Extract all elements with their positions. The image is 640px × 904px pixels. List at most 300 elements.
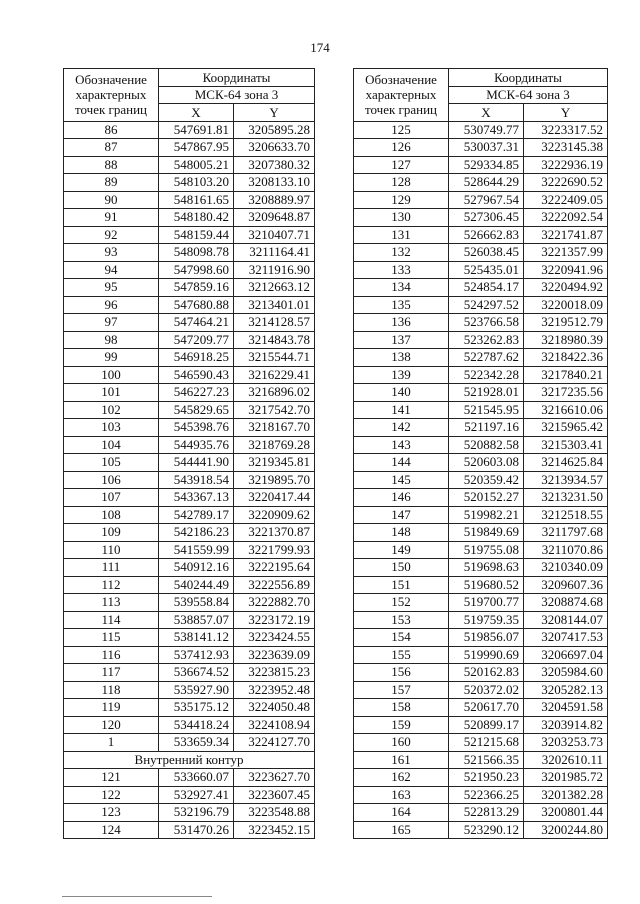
x-coordinate: 542789.17 <box>159 506 234 524</box>
point-number: 151 <box>354 576 449 594</box>
x-coordinate: 539558.84 <box>159 594 234 612</box>
table-row <box>64 646 315 664</box>
table-row <box>64 139 315 157</box>
x-coordinate: 541559.99 <box>159 541 234 559</box>
point-number: 156 <box>354 664 449 682</box>
table-row <box>64 716 315 734</box>
point-number: 150 <box>354 559 449 577</box>
table-row <box>64 419 315 437</box>
x-coordinate: 531470.26 <box>159 821 234 839</box>
y-coordinate: 3212663.12 <box>234 279 315 297</box>
x-coordinate: 520617.70 <box>449 699 524 717</box>
y-coordinate: 3200801.44 <box>524 804 608 822</box>
y-coordinate: 3202610.11 <box>524 751 608 769</box>
point-number: 124 <box>64 821 159 839</box>
table-row <box>64 401 315 419</box>
y-coordinate: 3223317.52 <box>524 121 608 139</box>
y-coordinate: 3223639.09 <box>234 646 315 664</box>
table-row <box>354 576 608 594</box>
table-row <box>64 541 315 559</box>
point-number: 100 <box>64 366 159 384</box>
y-coordinate: 3222195.64 <box>234 559 315 577</box>
point-number: 137 <box>354 331 449 349</box>
table-row <box>354 436 608 454</box>
y-coordinate: 3223627.70 <box>234 769 315 787</box>
y-coordinate: 3223607.45 <box>234 786 315 804</box>
point-number: 126 <box>354 139 449 157</box>
point-number: 107 <box>64 489 159 507</box>
x-coordinate: 520359.42 <box>449 471 524 489</box>
y-coordinate: 3209648.87 <box>234 209 315 227</box>
y-coordinate: 3209607.36 <box>524 576 608 594</box>
x-coordinate: 533659.34 <box>159 734 234 752</box>
point-number: 136 <box>354 314 449 332</box>
point-number: 116 <box>64 646 159 664</box>
x-coordinate: 520603.08 <box>449 454 524 472</box>
designation-header: Обозначение характерных точек границ <box>64 69 159 122</box>
point-number: 101 <box>64 384 159 402</box>
y-coordinate: 3221799.93 <box>234 541 315 559</box>
y-coordinate: 3200244.80 <box>524 821 608 839</box>
point-number: 152 <box>354 594 449 612</box>
point-number: 123 <box>64 804 159 822</box>
y-coordinate: 3223145.38 <box>524 139 608 157</box>
table-row <box>354 191 608 209</box>
coordinates-header: Координаты <box>449 69 608 87</box>
x-coordinate: 548098.78 <box>159 244 234 262</box>
point-number: 108 <box>64 506 159 524</box>
x-header: X <box>159 104 234 122</box>
point-number: 119 <box>64 699 159 717</box>
y-coordinate: 3223815.23 <box>234 664 315 682</box>
x-coordinate: 523290.12 <box>449 821 524 839</box>
x-coordinate: 519990.69 <box>449 646 524 664</box>
x-coordinate: 543367.13 <box>159 489 234 507</box>
table-row <box>354 821 608 839</box>
table-row <box>354 804 608 822</box>
table-row <box>354 594 608 612</box>
x-coordinate: 548161.65 <box>159 191 234 209</box>
point-number: 164 <box>354 804 449 822</box>
y-coordinate: 3210340.09 <box>524 559 608 577</box>
y-coordinate: 3224050.48 <box>234 699 315 717</box>
x-coordinate: 520372.02 <box>449 681 524 699</box>
inner-contour-row <box>64 751 315 769</box>
table-row <box>354 629 608 647</box>
table-row <box>354 296 608 314</box>
table-row <box>354 734 608 752</box>
x-coordinate: 524854.17 <box>449 279 524 297</box>
table-row <box>64 261 315 279</box>
table-row <box>354 174 608 192</box>
y-coordinate: 3216229.41 <box>234 366 315 384</box>
point-number: 158 <box>354 699 449 717</box>
x-coordinate: 527306.45 <box>449 209 524 227</box>
y-coordinate: 3223952.48 <box>234 681 315 699</box>
table-row <box>354 244 608 262</box>
x-coordinate: 519680.52 <box>449 576 524 594</box>
x-coordinate: 548005.21 <box>159 156 234 174</box>
y-coordinate: 3213231.50 <box>524 489 608 507</box>
table-row <box>64 576 315 594</box>
x-coordinate: 519700.77 <box>449 594 524 612</box>
point-number: 138 <box>354 349 449 367</box>
x-coordinate: 548159.44 <box>159 226 234 244</box>
table-row <box>354 366 608 384</box>
point-number: 147 <box>354 506 449 524</box>
y-coordinate: 3222882.70 <box>234 594 315 612</box>
x-coordinate: 526662.83 <box>449 226 524 244</box>
point-number: 160 <box>354 734 449 752</box>
point-number: 133 <box>354 261 449 279</box>
y-coordinate: 3222409.05 <box>524 191 608 209</box>
y-coordinate: 3220018.09 <box>524 296 608 314</box>
table-row <box>354 279 608 297</box>
x-coordinate: 547691.81 <box>159 121 234 139</box>
point-number: 103 <box>64 419 159 437</box>
x-coordinate: 521928.01 <box>449 384 524 402</box>
point-number: 99 <box>64 349 159 367</box>
footnote-rule <box>62 896 212 897</box>
y-coordinate: 3223452.15 <box>234 821 315 839</box>
y-coordinate: 3208874.68 <box>524 594 608 612</box>
table-row <box>354 419 608 437</box>
point-number: 149 <box>354 541 449 559</box>
y-coordinate: 3218769.28 <box>234 436 315 454</box>
table-row <box>64 436 315 454</box>
x-coordinate: 546227.23 <box>159 384 234 402</box>
point-number: 97 <box>64 314 159 332</box>
table-row <box>354 541 608 559</box>
point-number: 93 <box>64 244 159 262</box>
x-coordinate: 519755.08 <box>449 541 524 559</box>
point-number: 132 <box>354 244 449 262</box>
y-coordinate: 3214625.84 <box>524 454 608 472</box>
coordinates-header: Координаты <box>159 69 315 87</box>
y-coordinate: 3201382.28 <box>524 786 608 804</box>
y-coordinate: 3217542.70 <box>234 401 315 419</box>
x-coordinate: 547209.77 <box>159 331 234 349</box>
table-row <box>354 209 608 227</box>
x-coordinate: 521566.35 <box>449 751 524 769</box>
point-number: 130 <box>354 209 449 227</box>
point-number: 89 <box>64 174 159 192</box>
y-coordinate: 3223424.55 <box>234 629 315 647</box>
point-number: 118 <box>64 681 159 699</box>
table-row <box>354 401 608 419</box>
x-coordinate: 527967.54 <box>449 191 524 209</box>
x-coordinate: 519849.69 <box>449 524 524 542</box>
table-row <box>354 664 608 682</box>
table-row <box>354 261 608 279</box>
y-coordinate: 3217840.21 <box>524 366 608 384</box>
table-row <box>64 699 315 717</box>
table-row <box>64 489 315 507</box>
point-number: 131 <box>354 226 449 244</box>
y-coordinate: 3219895.70 <box>234 471 315 489</box>
table-row <box>354 786 608 804</box>
x-coordinate: 521215.68 <box>449 734 524 752</box>
x-coordinate: 546918.25 <box>159 349 234 367</box>
table-row <box>64 821 315 839</box>
point-number: 129 <box>354 191 449 209</box>
y-coordinate: 3212518.55 <box>524 506 608 524</box>
x-coordinate: 546590.43 <box>159 366 234 384</box>
point-number: 120 <box>64 716 159 734</box>
table-row <box>64 681 315 699</box>
y-coordinate: 3221741.87 <box>524 226 608 244</box>
x-coordinate: 528644.29 <box>449 174 524 192</box>
y-coordinate: 3208889.97 <box>234 191 315 209</box>
x-coordinate: 530749.77 <box>449 121 524 139</box>
table-row <box>64 331 315 349</box>
table-row <box>64 594 315 612</box>
table-row <box>64 454 315 472</box>
x-coordinate: 547859.16 <box>159 279 234 297</box>
table-row <box>354 681 608 699</box>
table-row <box>354 699 608 717</box>
y-coordinate: 3205895.28 <box>234 121 315 139</box>
y-coordinate: 3224127.70 <box>234 734 315 752</box>
y-coordinate: 3213401.01 <box>234 296 315 314</box>
point-number: 141 <box>354 401 449 419</box>
table-row <box>354 349 608 367</box>
x-coordinate: 544935.76 <box>159 436 234 454</box>
table-row <box>64 366 315 384</box>
table-row <box>354 611 608 629</box>
y-coordinate: 3214128.57 <box>234 314 315 332</box>
y-coordinate: 3217235.56 <box>524 384 608 402</box>
x-coordinate: 522787.62 <box>449 349 524 367</box>
x-coordinate: 545829.65 <box>159 401 234 419</box>
coordinates-table-right <box>353 68 608 839</box>
point-number: 95 <box>64 279 159 297</box>
table-row <box>64 296 315 314</box>
page-number: 174 <box>310 40 330 55</box>
point-number: 163 <box>354 786 449 804</box>
table-row <box>354 156 608 174</box>
y-coordinate: 3221357.99 <box>524 244 608 262</box>
table-row <box>64 121 315 139</box>
x-coordinate: 542186.23 <box>159 524 234 542</box>
table-row <box>64 244 315 262</box>
table-row <box>64 384 315 402</box>
x-coordinate: 548103.20 <box>159 174 234 192</box>
table-row <box>354 384 608 402</box>
y-coordinate: 3208144.07 <box>524 611 608 629</box>
point-number: 113 <box>64 594 159 612</box>
x-coordinate: 522342.28 <box>449 366 524 384</box>
x-coordinate: 538141.12 <box>159 629 234 647</box>
inner-contour-label: Внутренний контур <box>64 751 315 769</box>
y-coordinate: 3218422.36 <box>524 349 608 367</box>
point-number: 161 <box>354 751 449 769</box>
x-coordinate: 536674.52 <box>159 664 234 682</box>
table-row <box>354 226 608 244</box>
y-coordinate: 3222092.54 <box>524 209 608 227</box>
point-number: 157 <box>354 681 449 699</box>
table-row <box>354 769 608 787</box>
x-coordinate: 532927.41 <box>159 786 234 804</box>
point-number: 92 <box>64 226 159 244</box>
point-number: 135 <box>354 296 449 314</box>
x-coordinate: 519759.35 <box>449 611 524 629</box>
x-coordinate: 547464.21 <box>159 314 234 332</box>
y-coordinate: 3220417.44 <box>234 489 315 507</box>
x-coordinate: 523262.83 <box>449 331 524 349</box>
x-coordinate: 545398.76 <box>159 419 234 437</box>
x-coordinate: 520162.83 <box>449 664 524 682</box>
table-row <box>64 611 315 629</box>
y-coordinate: 3216610.06 <box>524 401 608 419</box>
point-number: 154 <box>354 629 449 647</box>
coordinates-table-left <box>63 68 315 839</box>
x-coordinate: 533660.07 <box>159 769 234 787</box>
y-coordinate: 3220909.62 <box>234 506 315 524</box>
y-coordinate: 3211164.41 <box>234 244 315 262</box>
y-coordinate: 3219512.79 <box>524 314 608 332</box>
y-coordinate: 3205984.60 <box>524 664 608 682</box>
point-number: 125 <box>354 121 449 139</box>
x-coordinate: 520152.27 <box>449 489 524 507</box>
y-coordinate: 3220941.96 <box>524 261 608 279</box>
y-coordinate: 3218167.70 <box>234 419 315 437</box>
point-number: 102 <box>64 401 159 419</box>
table-row <box>64 559 315 577</box>
point-number: 146 <box>354 489 449 507</box>
y-coordinate: 3215544.71 <box>234 349 315 367</box>
table-row <box>64 786 315 804</box>
point-number: 96 <box>64 296 159 314</box>
table-row <box>64 314 315 332</box>
x-coordinate: 535175.12 <box>159 699 234 717</box>
point-number: 153 <box>354 611 449 629</box>
point-number: 110 <box>64 541 159 559</box>
x-coordinate: 544441.90 <box>159 454 234 472</box>
table-row <box>354 331 608 349</box>
y-coordinate: 3222690.52 <box>524 174 608 192</box>
y-coordinate: 3224108.94 <box>234 716 315 734</box>
y-coordinate: 3222936.19 <box>524 156 608 174</box>
point-number: 111 <box>64 559 159 577</box>
y-coordinate: 3207380.32 <box>234 156 315 174</box>
point-number: 121 <box>64 769 159 787</box>
y-coordinate: 3219345.81 <box>234 454 315 472</box>
x-coordinate: 520899.17 <box>449 716 524 734</box>
y-coordinate: 3215965.42 <box>524 419 608 437</box>
table-row <box>64 769 315 787</box>
point-number: 142 <box>354 419 449 437</box>
point-number: 143 <box>354 436 449 454</box>
x-coordinate: 524297.52 <box>449 296 524 314</box>
table-row <box>354 559 608 577</box>
x-coordinate: 543918.54 <box>159 471 234 489</box>
table-row <box>354 454 608 472</box>
point-number: 1 <box>64 734 159 752</box>
y-coordinate: 3204591.58 <box>524 699 608 717</box>
table-row <box>354 506 608 524</box>
x-coordinate: 519698.63 <box>449 559 524 577</box>
y-header: Y <box>524 104 608 122</box>
y-coordinate: 3218980.39 <box>524 331 608 349</box>
point-number: 86 <box>64 121 159 139</box>
x-coordinate: 540244.49 <box>159 576 234 594</box>
table-row <box>354 139 608 157</box>
y-coordinate: 3203914.82 <box>524 716 608 734</box>
y-coordinate: 3223172.19 <box>234 611 315 629</box>
x-coordinate: 519856.07 <box>449 629 524 647</box>
x-coordinate: 526038.45 <box>449 244 524 262</box>
table-row <box>64 804 315 822</box>
y-header: Y <box>234 104 315 122</box>
point-number: 139 <box>354 366 449 384</box>
table-row <box>354 524 608 542</box>
table-row <box>64 349 315 367</box>
table-row <box>64 471 315 489</box>
point-number: 106 <box>64 471 159 489</box>
y-coordinate: 3216896.02 <box>234 384 315 402</box>
y-coordinate: 3201985.72 <box>524 769 608 787</box>
table-row <box>64 156 315 174</box>
x-coordinate: 525435.01 <box>449 261 524 279</box>
table-row <box>354 121 608 139</box>
point-number: 122 <box>64 786 159 804</box>
y-coordinate: 3208133.10 <box>234 174 315 192</box>
y-coordinate: 3213934.57 <box>524 471 608 489</box>
table-row <box>354 471 608 489</box>
table-row <box>354 751 608 769</box>
x-coordinate: 547998.60 <box>159 261 234 279</box>
y-coordinate: 3206633.70 <box>234 139 315 157</box>
x-header: X <box>449 104 524 122</box>
y-coordinate: 3203253.73 <box>524 734 608 752</box>
x-coordinate: 548180.42 <box>159 209 234 227</box>
table-row <box>64 209 315 227</box>
point-number: 94 <box>64 261 159 279</box>
y-coordinate: 3210407.71 <box>234 226 315 244</box>
table-row <box>64 279 315 297</box>
point-number: 98 <box>64 331 159 349</box>
table-row <box>64 629 315 647</box>
x-coordinate: 530037.31 <box>449 139 524 157</box>
y-coordinate: 3207417.53 <box>524 629 608 647</box>
point-number: 115 <box>64 629 159 647</box>
point-number: 162 <box>354 769 449 787</box>
x-coordinate: 519982.21 <box>449 506 524 524</box>
x-coordinate: 523766.58 <box>449 314 524 332</box>
y-coordinate: 3220494.92 <box>524 279 608 297</box>
y-coordinate: 3222556.89 <box>234 576 315 594</box>
designation-header: Обозначение характерных точек границ <box>354 69 449 122</box>
table-row <box>64 524 315 542</box>
point-number: 114 <box>64 611 159 629</box>
x-coordinate: 547867.95 <box>159 139 234 157</box>
point-number: 87 <box>64 139 159 157</box>
table-row <box>64 734 315 752</box>
table-row <box>354 314 608 332</box>
point-number: 104 <box>64 436 159 454</box>
x-coordinate: 522813.29 <box>449 804 524 822</box>
table-row <box>64 506 315 524</box>
point-number: 159 <box>354 716 449 734</box>
table-row <box>64 664 315 682</box>
y-coordinate: 3211797.68 <box>524 524 608 542</box>
table-row <box>64 191 315 209</box>
y-coordinate: 3211070.86 <box>524 541 608 559</box>
point-number: 134 <box>354 279 449 297</box>
point-number: 105 <box>64 454 159 472</box>
y-coordinate: 3221370.87 <box>234 524 315 542</box>
